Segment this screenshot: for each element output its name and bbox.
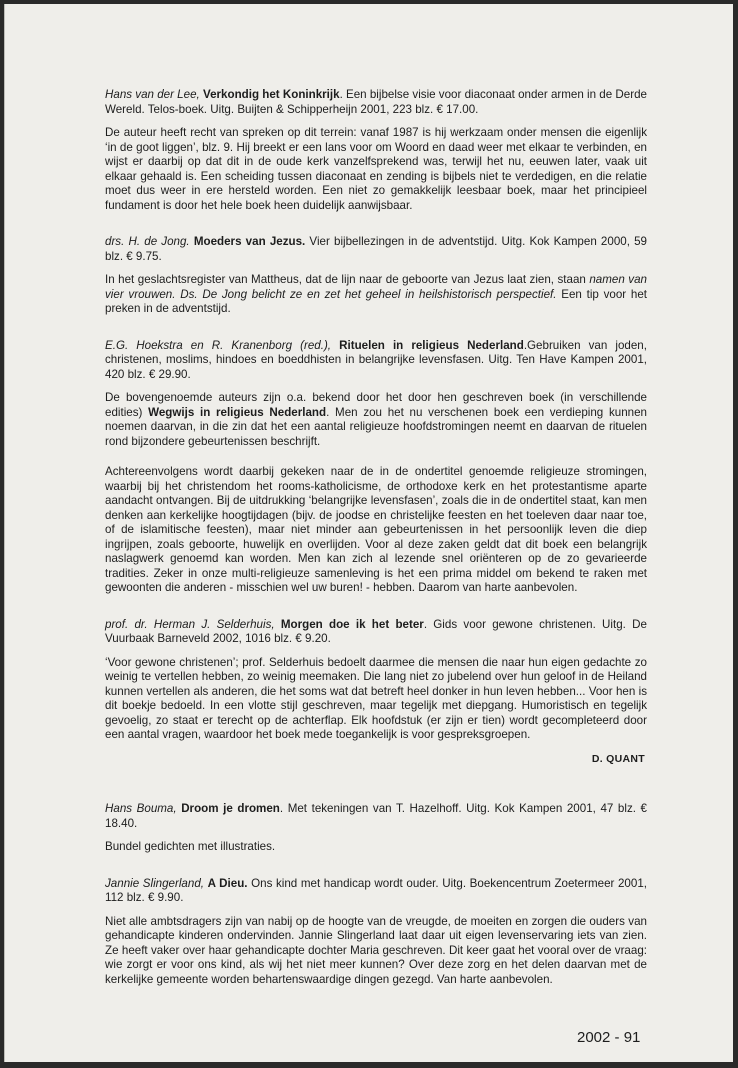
review-rituelen-in-religieus-nederland	[105, 339, 647, 596]
review-biblio: . Met tekeningen van T. Hazelhoff. Uitg. Kok Kampen 2001, 47 blz. € 18.40.	[105, 802, 647, 830]
review-title: A Dieu.	[207, 876, 248, 890]
review-body: De auteur heeft recht van spreken op dit terrein: vanaf 1987 is hij werkzaam onder mensen die eigenlijk ‘in de goot liggen’, blz. 9. Hij breekt er een lans voor om Woord en daad weer met elkaar te verbinden, en wijst er daarbij op dat dit in de oude kerk vanzelfsprekend was, terwijl het nu, eeuwen later, vaak uit elkaar gehaald is. Een scheiding tussen diaconaat en zending is bijbels niet te verdedigen, en die relatie moet dus weer in ere hersteld worden. Een niet zo gemakkelijk leesbaar boek, maar het principieel fundament is door het hele boek heen duidelijk aanwijsbaar.	[105, 126, 647, 212]
review-body-emphasis: namen van vier vrouwen. Ds. De Jong belicht ze en zet het geheel in heilshistorisch perspectief.	[105, 273, 647, 301]
review-biblio: . Gids voor gewone christenen. Uitg. De Vuurbaak Barneveld 2002, 1016 blz. € 9.20.	[105, 617, 647, 645]
review-title: Rituelen in religieus Nederland	[339, 338, 524, 352]
review-heading	[105, 339, 647, 383]
reviewer-signature: D. QUANT	[591, 752, 645, 765]
review-heading	[105, 802, 647, 831]
review-biblio: Ons kind met handicap wordt ouder. Uitg. Boekencentrum Zoetermeer 2001, 112 blz. € 9.90.	[105, 876, 647, 904]
review-biblio: .Gebruiken van joden, christenen, moslims, hindoes en boeddhisten in belangrijke levensfasen. Uitg. Ten Have Kampen 2001, 420 blz. € 29.90.	[105, 338, 647, 381]
page-number: 2002 - 91	[577, 1029, 641, 1046]
review-author: drs. H. de Jong.	[105, 235, 190, 248]
review-author: Hans Bouma,	[105, 802, 177, 815]
review-body-text: De bovengenoemde auteurs zijn o.a. bekend door het door hen geschreven boek (in verschillende edities)	[105, 391, 647, 419]
review-title: Verkondig het Koninkrijk	[202, 88, 340, 101]
review-title: Moeders van Jezus.	[193, 235, 306, 248]
review-title: Droom je dromen	[181, 802, 280, 815]
review-author: Hans van der Lee,	[105, 88, 200, 101]
review-author: Jannie Slingerland,	[105, 876, 204, 890]
review-title: Morgen doe ik het beter	[280, 617, 424, 631]
review-biblio: . Een bijbelse visie voor diaconaat onder armen in de Derde Wereld. Telos-boek. Uitg. Buijten & Schipperheijn 2001, 223 blz. € 17.00.	[105, 88, 647, 116]
review-heading	[105, 618, 647, 647]
review-body	[105, 391, 647, 449]
review-body: Niet alle ambtsdragers zijn van nabij op de hoogte van de vreugde, de moeiten en zorgen die ouders van gehandicapte kinderen ondervinden. Jannie Slingerland laat daar uit eigen levenservaring iets van zien. Ze heeft vaker over haar gehandicapte dochter Maria geschreven. Dit keer gaat het vooral over de vraag: wie zorgt er voor ons kind, als wij het niet meer kunnen? Over deze zorg en het delen daarvan met de kerkelijke gemeente worden behartenswaardige dingen gezegd. Van harte aanbevolen.	[105, 914, 647, 986]
review-body-text: Een tip voor het preken in de adventstijd.	[105, 287, 647, 315]
review-verkondig-het-koninkrijk	[105, 88, 647, 213]
page-sheet	[4, 4, 733, 1062]
review-heading	[105, 235, 647, 264]
review-author: prof. dr. Herman J. Selderhuis,	[105, 617, 275, 631]
review-column	[105, 88, 647, 1009]
review-body	[105, 273, 647, 317]
review-body-text: In het geslachtsregister van Mattheus, dat de lijn naar de geboorte van Jezus laat zien, staan	[105, 273, 590, 286]
review-author: E.G. Hoekstra en R. Kranenborg (red.),	[105, 338, 332, 352]
review-droom-je-dromen	[105, 802, 647, 855]
review-body-text: . Men zou het nu verschenen boek een verdieping kunnen noemen daarvan, in die zin dat het een aantal religieuze hoofdstromingen neemt en daarvan de rituelen rond bijzondere gebeurtenissen beschrijft.	[105, 405, 647, 448]
review-body: Achtereenvolgens wordt daarbij gekeken naar de in de ondertitel genoemde religieuze stromingen, waarbij bij het christendom het rooms-katholicisme, de orthodoxe kerk en het protestantisme aparte aandacht ontvangen. Bij de uitdrukking ‘belangrijke levensfasen’, zoals die in de ondertitel staat, kan men denken aan kerkelijke hoogtijdagen (bijv. de joodse en christelijke feesten en het toeleven daar naar toe, of de islamitische feesten), maar niet minder aan gebeurtenissen in het persoonlijk leven die diep ingrijpen, zoals geboorte, huwelijk en overlijden. Voor al deze zaken geldt dat dit boek een belangrijk naslagwerk genoemd kan worden. Men kan zich al lezende snel oriënteren op de zo gevarieerde tradities. Zeker in onze multi-religieuze samenleving is het een prima middel om bekend te raken met gewoonten die anderen - misschien wel uw buren! - hebben. Daarom van harte aanbevolen.	[105, 465, 647, 594]
review-heading	[105, 88, 647, 117]
review-a-dieu	[105, 877, 647, 988]
review-body: Bundel gedichten met illustraties.	[105, 840, 276, 853]
review-body-book-title: Wegwijs in religieus Nederland	[148, 405, 327, 419]
review-moeders-van-jezus	[105, 235, 647, 317]
review-body: ‘Voor gewone christenen’; prof. Selderhuis bedoelt daarmee die mensen die naar hun eigen gedachte zo weinig te vertellen hebben, zo weinig meemaken. Die lang niet zo jubelend over hun geloof in de Heiland kunnen vertellen als anderen, die het soms wat dat betreft heel donker in hun leven hebben... Voor hen is dit boekje bedoeld. In een vlotte stijl geschreven, maar tegelijk met diepgang. Humoristisch en tegelijk gevoelig, zo staat er terecht op de achterflap. Elk hoofdstuk (er zijn er tien) wordt gecompleteerd door een aantal vragen, waardoor het boek mede toegankelijk is voor gespreksgroepen.	[105, 655, 647, 741]
review-morgen-doe-ik-het-beter	[105, 618, 647, 767]
review-biblio: Vier bijbellezingen in de adventstijd. Uitg. Kok Kampen 2000, 59 blz. € 9.75.	[105, 235, 648, 263]
review-heading	[105, 877, 647, 906]
